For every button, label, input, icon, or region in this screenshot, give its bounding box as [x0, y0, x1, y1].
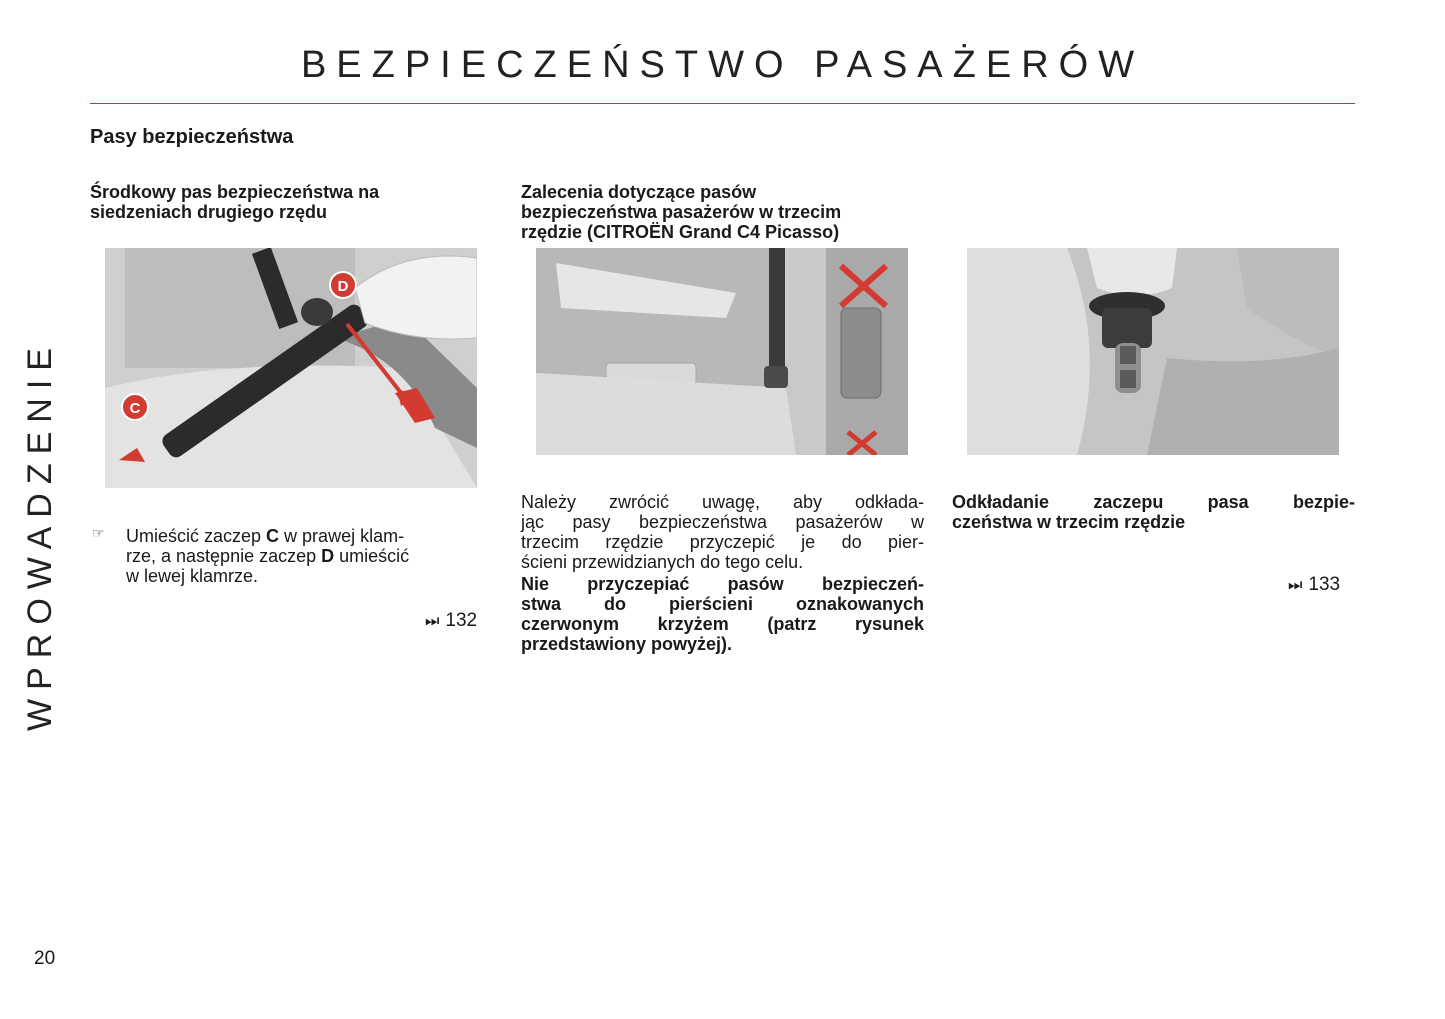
- column1-instruction: [126, 526, 493, 586]
- next-track-icon: ⏭: [425, 613, 440, 630]
- paragraph-line: ścieni przewidzianych do tego celu.: [521, 552, 804, 572]
- marker-c-label: C: [129, 400, 141, 417]
- paragraph-line: trzecim rzędzie przyczepić je do pier-: [521, 532, 924, 552]
- instruction-text: umieścić: [334, 546, 410, 566]
- warning-line: Nie przyczepiać pasów bezpieczeń-: [521, 574, 924, 594]
- column2-paragraph: [521, 492, 924, 572]
- section-title: Pasy bezpieczeństwa: [90, 126, 294, 148]
- instruction-text: [126, 526, 404, 546]
- third-row-rings-photo: [536, 248, 908, 455]
- column1-heading-line: siedzeniach drugiego rzędu: [90, 202, 328, 222]
- side-label-text: WPROWADZENIE: [21, 339, 59, 731]
- page-title: BEZPIECZEŃSTWO PASAŻERÓW: [300, 44, 1145, 86]
- header-divider: [90, 103, 1355, 104]
- warning-line: czerwonym krzyżem (patrz rysunek: [521, 614, 924, 634]
- page-number: 20: [34, 948, 56, 969]
- column2-heading-line: rzędzie (CITROËN Grand C4 Picasso): [521, 222, 840, 242]
- instruction-text: rze, a następnie zaczep: [126, 546, 322, 566]
- column3-heading: [952, 492, 1355, 532]
- next-track-icon: ⏭: [1288, 577, 1303, 594]
- column3-heading-line: czeństwa w trzecim rzędzie: [952, 512, 1186, 532]
- warning-line: stwa do pierścieni oznakowanych: [521, 594, 924, 614]
- paragraph-line: jąc pasy bezpieczeństwa pasażerów w: [521, 512, 924, 532]
- instruction-text: Umieścić zaczep: [126, 526, 267, 546]
- instruction-text: w prawej klam-: [279, 526, 405, 546]
- marker-d-label: D: [337, 278, 349, 295]
- reference-page: 132: [445, 610, 478, 631]
- column2-warning: [521, 574, 924, 654]
- column1-heading-line: Środkowy pas bezpieczeństwa na: [90, 182, 380, 202]
- instruction-bold: C: [266, 526, 280, 546]
- side-label: [20, 315, 60, 755]
- hand-pointer-icon: ☞: [92, 525, 105, 541]
- paragraph-line: Należy zwrócić uwagę, aby odkłada-: [521, 492, 924, 512]
- instruction-bold: D: [321, 546, 335, 566]
- column1-heading: [90, 182, 379, 222]
- instruction-line: [126, 546, 493, 566]
- belt-stowage-photo: [967, 248, 1339, 455]
- page-reference-133[interactable]: [1288, 574, 1340, 596]
- warning-line: przedstawiony powyżej).: [521, 634, 733, 654]
- instruction-line: w lewej klamrze.: [126, 566, 259, 586]
- column2-heading-line: Zalecenia dotyczące pasów: [521, 182, 757, 202]
- column3-heading-line: Odkładanie zaczepu pasa bezpie-: [952, 492, 1355, 512]
- seat-belt-buckle-photo: [105, 248, 477, 488]
- column2-heading: [521, 182, 841, 242]
- column2-heading-line: bezpieczeństwa pasażerów w trzecim: [521, 202, 842, 222]
- reference-page: 133: [1308, 574, 1341, 595]
- page-reference-132[interactable]: [425, 610, 477, 632]
- instruction-line: [126, 526, 493, 546]
